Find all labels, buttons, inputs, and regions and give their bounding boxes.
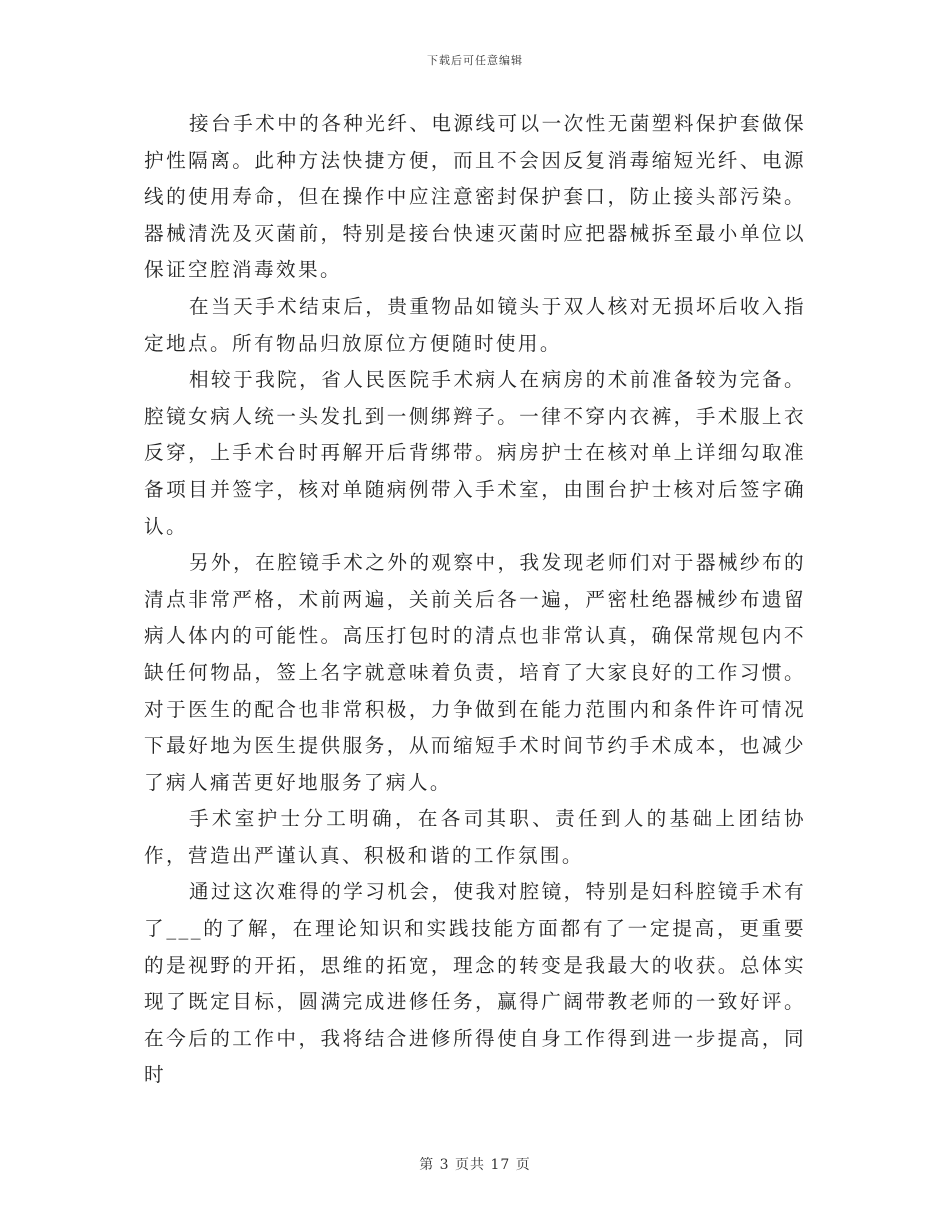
- body-paragraph: 通过这次难得的学习机会，使我对腔镜，特别是妇科腔镜手术有了___的了解，在理论知识和实践技能方面都有了一定提高，更重要的是视野的开拓，思维的拓宽，理念的转变是我最大的收获。总体实现了既定目标，圆满完成进修任务，赢得广阔带教老师的一致好评。在今后的工作中，我将结合进修所得使自身工作得到进一步提高，同时: [144, 880, 806, 1087]
- body-paragraph: 在当天手术结束后，贵重物品如镜头于双人核对无损坏后收入指定地点。所有物品归放原位方便随时使用。: [144, 294, 806, 355]
- body-paragraph: 相较于我院，省人民医院手术病人在病房的术前准备较为完备。腔镜女病人统一头发扎到一侧绑辫子。一律不穿内衣裤，手术服上衣反穿，上手术台时再解开后背绑带。病房护士在核对单上详细勾取准备项目并签字，核对单随病例带入手术室，由围台护士核对后签字确认。: [144, 368, 806, 538]
- body-paragraph: 手术室护士分工明确，在各司其职、责任到人的基础上团结协作，营造出严谨认真、积极和谐的工作氛围。: [144, 807, 806, 867]
- body-paragraph: 另外，在腔镜手术之外的观察中，我发现老师们对于器械纱布的清点非常严格，术前两遍，关前关后各一遍，严密杜绝器械纱布遗留病人体内的可能性。高压打包时的清点也非常认真，确保常规包内不缺任何物品，签上名字就意味着负责，培育了大家良好的工作习惯。对于医生的配合也非常积极，力争做到在能力范围内和条件许可情况下最好地为医生提供服务，从而缩短手术时间节约手术成本，也减少了病人痛苦更好地服务了病人。: [144, 551, 806, 794]
- page-number: 第 3 页共 17 页: [419, 1157, 531, 1173]
- document-body: [144, 106, 806, 1094]
- page-header: 下载后可任意编辑: [427, 54, 523, 67]
- body-paragraph: 接台手术中的各种光纤、电源线可以一次性无菌塑料保护套做保护性隔离。此种方法快捷方便，而且不会因反复消毒缩短光纤、电源线的使用寿命，但在操作中应注意密封保护套口，防止接头部污染。器械清洗及灭菌前，特别是接台快速灭菌时应把器械拆至最小单位以保证空腔消毒效果。: [144, 112, 806, 282]
